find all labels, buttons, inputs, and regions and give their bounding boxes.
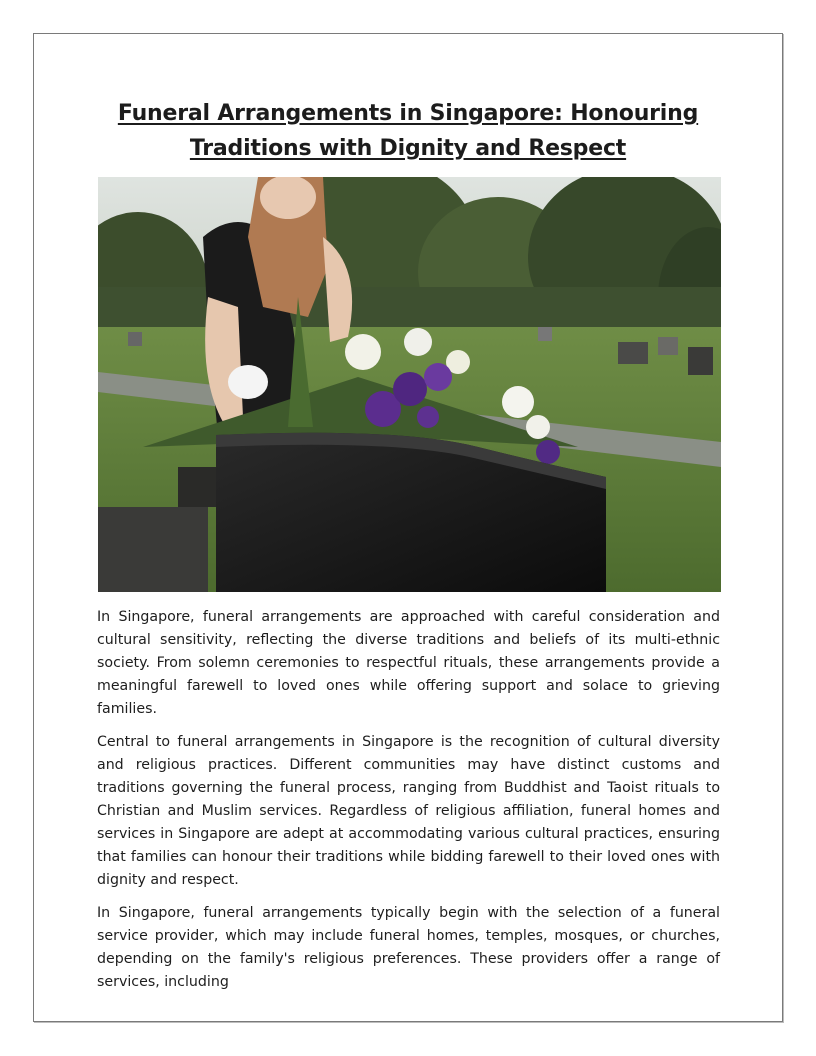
body-text (97, 606, 720, 1004)
mourner-at-grave-photo (98, 177, 721, 592)
paragraph: Central to funeral arrangements in Singapore is the recognition of cultural diversity and religious practices. Different communities may have distinct customs and traditions governing the funeral process, ranging from Buddhist and Taoist rituals to Christian and Muslim services. Regardless of religious affiliation, funeral homes and services in Singapore are adept at accommodating various cultural practices, ensuring that families can honour their traditions while bidding farewell to their loved ones with dignity and respect. (97, 734, 720, 888)
paragraph: In Singapore, funeral arrangements typically begin with the selection of a funeral service provider, which may include funeral homes, temples, mosques, or churches, depending on the family's religious preferences. These providers offer a range of services, including (97, 905, 720, 990)
paragraph: In Singapore, funeral arrangements are approached with careful consideration and cultural sensitivity, reflecting the diverse traditions and beliefs of its multi-ethnic society. From solemn ceremonies to respectful rituals, these arrangements provide a meaningful farewell to loved ones while offering support and solace to grieving families. (97, 609, 720, 717)
document-title: Funeral Arrangements in Singapore: Honouring Traditions with Dignity and Respect (117, 101, 699, 161)
